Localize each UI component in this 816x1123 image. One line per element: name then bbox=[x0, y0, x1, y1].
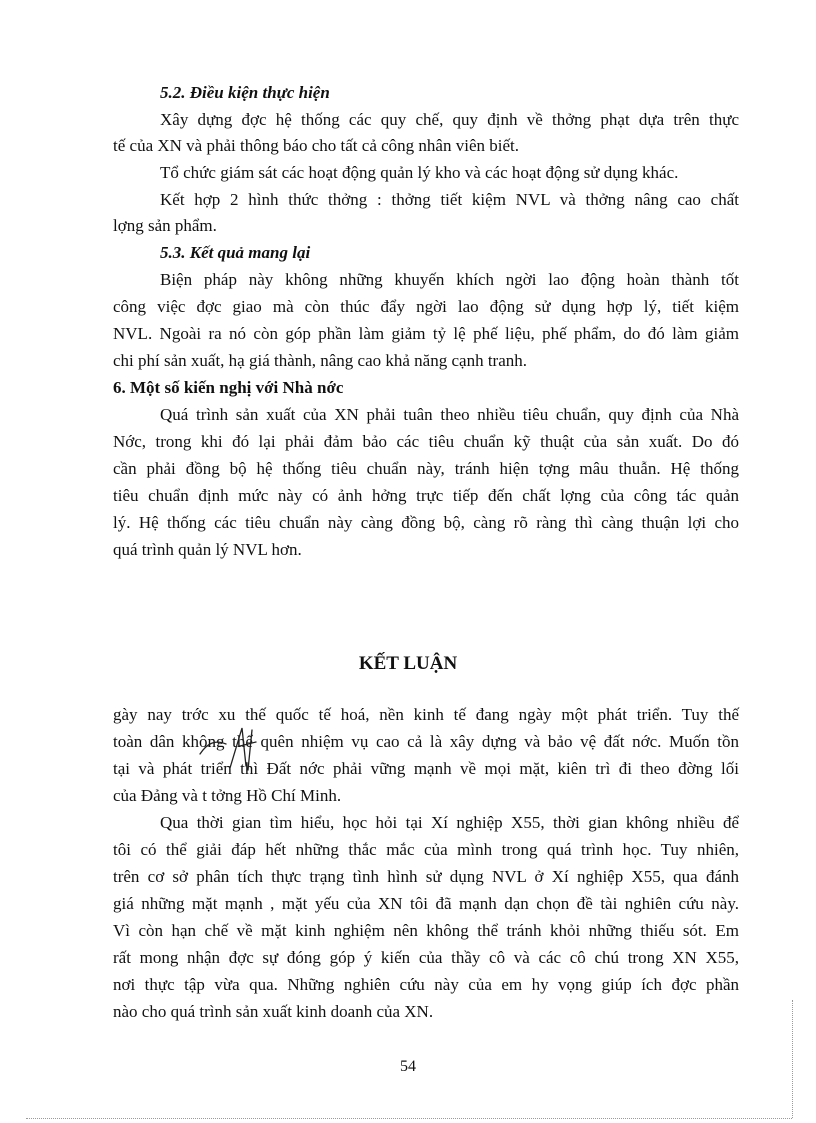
section-6-heading: 6. Một số kiến nghị với Nhà nớc bbox=[113, 378, 344, 397]
paragraph-line: Qua thời gian tìm hiểu, học hỏi tại Xí nghiệp X55, thời gian không nhiều để bbox=[160, 813, 739, 832]
paragraph-line: nào cho quá trình sản xuất kinh doanh của XN. bbox=[113, 1002, 434, 1021]
paragraph-line: Kết hợp 2 hình thức thởng : thởng tiết kiệm NVL và thởng nâng cao chất bbox=[160, 190, 739, 209]
paragraph-line: tôi có thể giải đáp hết những thắc mắc của mình trong quá trình học. Tuy nhiên, bbox=[113, 840, 739, 859]
conclusion-title: KẾT LUẬN bbox=[358, 653, 458, 674]
paragraph-line: Xây dựng đợc hệ thống các quy chế, quy định về thởng phạt dựa trên thực bbox=[160, 110, 739, 129]
page-border-bottom bbox=[26, 1118, 792, 1119]
paragraph-line: tế của XN và phải thông báo cho tất cả công nhân viên biết. bbox=[113, 136, 519, 155]
paragraph-line: tại và phát triển thì Đất nớc phải vững mạnh về mọi mặt, kiên trì đi theo đờng lối bbox=[113, 759, 739, 778]
paragraph-line: quá trình quản lý NVL hơn. bbox=[113, 540, 302, 559]
paragraph-line: trên cơ sở phân tích thực trạng tình hình sử dụng NVL ở Xí nghiệp X55, qua đánh bbox=[113, 867, 739, 886]
paragraph-line: cần phải đồng bộ hệ thống tiêu chuẩn này, tránh hiện tợng mâu thuẫn. Hệ thống bbox=[113, 459, 739, 478]
paragraph-line: lý. Hệ thống các tiêu chuẩn này càng đồng bộ, càng rõ ràng thì càng thuận lợi cho bbox=[113, 513, 739, 532]
paragraph-line: gày nay trớc xu thế quốc tế hoá, nền kinh tế đang ngày một phát triển. Tuy thế bbox=[113, 705, 739, 724]
paragraph-line: Vì còn hạn chế về mặt kinh nghiệm nên không thể tránh khỏi những thiếu sót. Em bbox=[113, 921, 739, 940]
paragraph-line: giá những mặt mạnh , mặt yếu của XN tôi đã mạnh dạn chọn đề tài nghiên cứu này. bbox=[113, 894, 739, 913]
section-5-2-heading: 5.2. Điều kiện thực hiện bbox=[160, 83, 330, 102]
paragraph-line: tiêu chuẩn định mức này có ảnh hởng trực tiếp đến chất lợng của công tác quản bbox=[113, 486, 739, 505]
paragraph-line: Quá trình sản xuất của XN phải tuân theo nhiều tiêu chuẩn, quy định của Nhà bbox=[160, 405, 739, 424]
handwritten-scribble bbox=[196, 720, 266, 780]
page-number: 54 bbox=[400, 1058, 416, 1075]
paragraph-line: nơi thực tập vừa qua. Những nghiên cứu này của em hy vọng giúp ích đợc phần bbox=[113, 975, 739, 994]
paragraph-line: Biện pháp này không những khuyến khích ngời lao động hoàn thành tốt bbox=[160, 270, 739, 289]
page-border-right bbox=[792, 1000, 793, 1118]
paragraph-line: toàn dân không thể quên nhiệm vụ cao cả là xây dựng và bảo vệ đất nớc. Muốn tồn bbox=[113, 732, 739, 751]
section-5-3-heading: 5.3. Kết quả mang lại bbox=[160, 243, 311, 262]
paragraph-line: của Đảng và t tởng Hồ Chí Minh. bbox=[113, 786, 342, 805]
paragraph-line: Nớc, trong khi đó lại phải đảm bảo các tiêu chuẩn kỹ thuật của sản xuất. Do đó bbox=[113, 432, 739, 451]
paragraph-line: rất mong nhận đợc sự đóng góp ý kiến của thầy cô và các cô chú trong XN X55, bbox=[113, 948, 739, 967]
paragraph-line: lợng sản phẩm. bbox=[113, 216, 217, 235]
paragraph-line: chi phí sản xuất, hạ giá thành, nâng cao khả năng cạnh tranh. bbox=[113, 351, 528, 370]
paragraph-line: công việc đợc giao mà còn thúc đẩy ngời lao động sử dụng hợp lý, tiết kiệm bbox=[113, 297, 739, 316]
paragraph-line: Tổ chức giám sát các hoạt động quản lý kho và các hoạt động sử dụng khác. bbox=[160, 163, 679, 182]
paragraph-line: NVL. Ngoài ra nó còn góp phần làm giảm tỷ lệ phế liệu, phế phẩm, do đó làm giảm bbox=[113, 324, 739, 343]
